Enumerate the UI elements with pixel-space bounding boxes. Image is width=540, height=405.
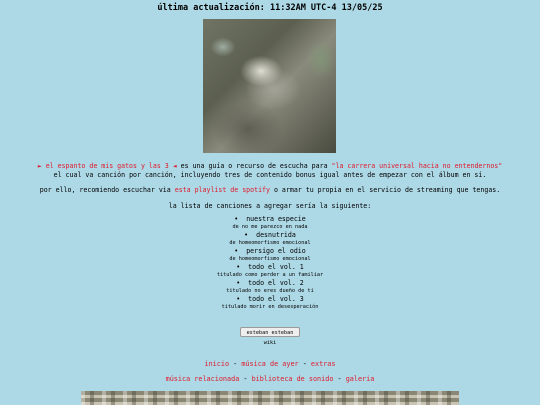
playlist-post: o armar tu propia en el servicio de streaming que tengas. [270,186,501,194]
list-item [0,295,540,303]
song-title: todo el vol. 1 [248,263,304,271]
last-updated: última actualización: 11:32AM UTC-4 13/05/25 [157,3,383,13]
nav-separator: - [333,375,346,383]
nav-row-2 [0,375,540,383]
song-note: de homeomorfismo emocional [229,256,311,262]
song-note: de homeomorfismo emocional [229,240,311,246]
song-note: titulado morir en desesperación [221,304,319,310]
song-note: titulado como perder a un familiar [216,272,324,278]
album-link[interactable]: "la carrera universal hacia no entendernos" [331,162,503,170]
nav-link-musica-de-ayer[interactable]: música de ayer [241,360,299,368]
song-note: titulado no eres dueño de ti [226,288,314,294]
song-title: persigo el odio [246,247,306,255]
playlist-pre: por ello, recomiendo escuchar via [39,186,175,194]
intro-line-3 [0,186,540,194]
bullet-icon: • [236,279,241,287]
song-title: todo el vol. 3 [248,295,304,303]
intro-text: es una guía o recurso de escucha para [176,162,332,170]
bullet-icon: • [234,215,239,223]
nav-separator: - [298,360,311,368]
intro-line-2: el cual va canción por canción, incluyendo tres de contenido bonus igual antes de empezar con el álbum en sí. [53,171,487,179]
wiki-button[interactable]: esteban esteban wiki [240,327,300,337]
guide-title-link[interactable]: ► el espanto de mis gatos y las 3 ◄ [37,162,177,170]
song-title: desnutrida [256,231,296,239]
nav-link-extras[interactable]: extras [310,360,336,368]
nav-row-1 [0,360,540,368]
song-title: todo el vol. 2 [248,279,304,287]
nav-separator: - [239,375,252,383]
list-item [0,231,540,239]
nav-link-inicio[interactable]: inicio [204,360,230,368]
nav-separator: - [229,360,242,368]
song-title: nuestra especie [246,215,306,223]
song-note: de no me parezco en nada [232,224,308,230]
list-item [0,279,540,287]
nav-link-galeria[interactable]: galeria [345,375,375,383]
bullet-icon: • [234,247,239,255]
list-item [0,247,540,255]
bullet-icon: • [236,295,241,303]
bullet-icon: • [236,263,241,271]
footer-image-strip [81,391,459,405]
nav-link-musica-relacionada[interactable]: música relacionada [165,375,240,383]
spotify-playlist-link[interactable]: esta playlist de spotify [174,186,270,194]
list-intro: la lista de canciones a agregar sería la siguiente: [168,202,372,210]
list-item [0,263,540,271]
cat-photo [203,19,336,153]
list-item [0,215,540,223]
nav-link-biblioteca-de-sonido[interactable]: biblioteca de sonido [251,375,334,383]
bullet-icon: • [244,231,249,239]
intro-line-1 [0,162,540,170]
